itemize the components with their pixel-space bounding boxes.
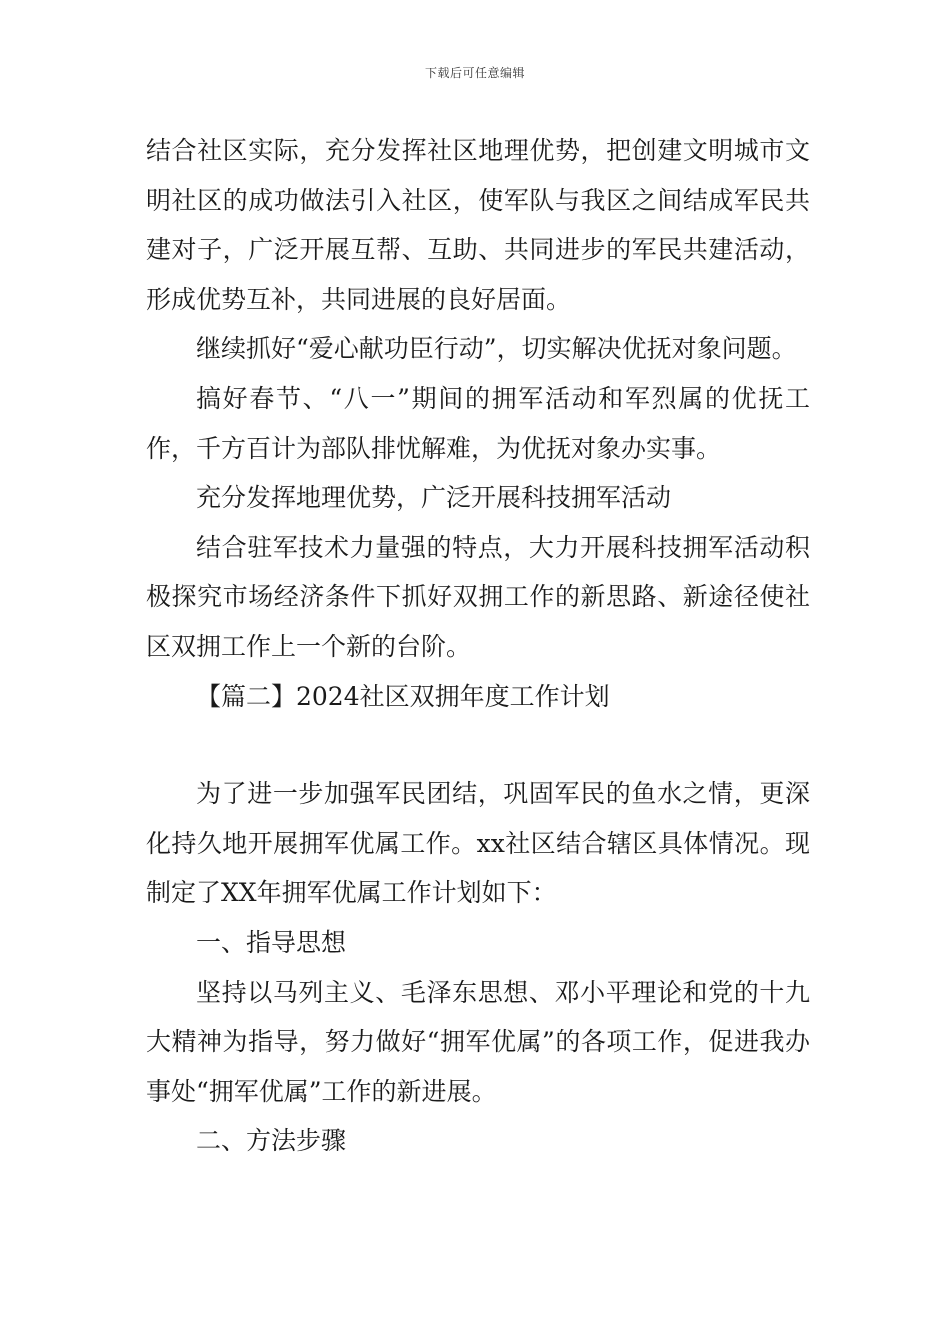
page-header: 下载后可任意编辑 — [424, 66, 525, 80]
paragraph-7: 坚持以马列主义、毛泽东思想、邓小平理论和党的十九大精神为指导，努力做好“拥军优属”的各项工作，促进我办事处“拥军优属”工作的新进展。 — [146, 977, 810, 1106]
paragraph-gap — [146, 721, 810, 769]
paragraph-4: 充分发挥地理优势，广泛开展科技拥军活动 — [196, 483, 672, 513]
paragraph-6: 为了进一步加强军民团结，巩固军民的鱼水之情，更深化持久地开展拥军优属工作。xx社区结合辖区具体情况。现制定了XX年拥军优属工作计划如下： — [146, 779, 810, 908]
heading-guiding-ideology: 一、指导思想 — [196, 927, 347, 957]
paragraph-5: 结合驻军技术力量强的特点，大力开展科技拥军活动积极探究市场经济条件下抓好双拥工作的新思路、新途径使社区双拥工作上一个新的台阶。 — [146, 532, 810, 661]
document-body — [146, 126, 810, 1166]
paragraph-3: 搞好春节、“八一”期间的拥军活动和军烈属的优抚工作，千方百计为部队排忧解难，为优抚对象办实事。 — [146, 383, 810, 463]
section-heading-2: 【篇二】2024社区双拥年度工作计划 — [196, 681, 610, 711]
paragraph-1: 结合社区实际，充分发挥社区地理优势，把创建文明城市文明社区的成功做法引入社区，使军队与我区之间结成军民共建对子，广泛开展互帮、互助、共同进步的军民共建活动，形成优势互补，共同进展的良好居面。 — [146, 136, 810, 314]
heading-method-steps: 二、方法步骤 — [196, 1126, 347, 1156]
paragraph-2: 继续抓好“爱心献功臣行动”，切实解决优抚对象问题。 — [196, 334, 797, 364]
